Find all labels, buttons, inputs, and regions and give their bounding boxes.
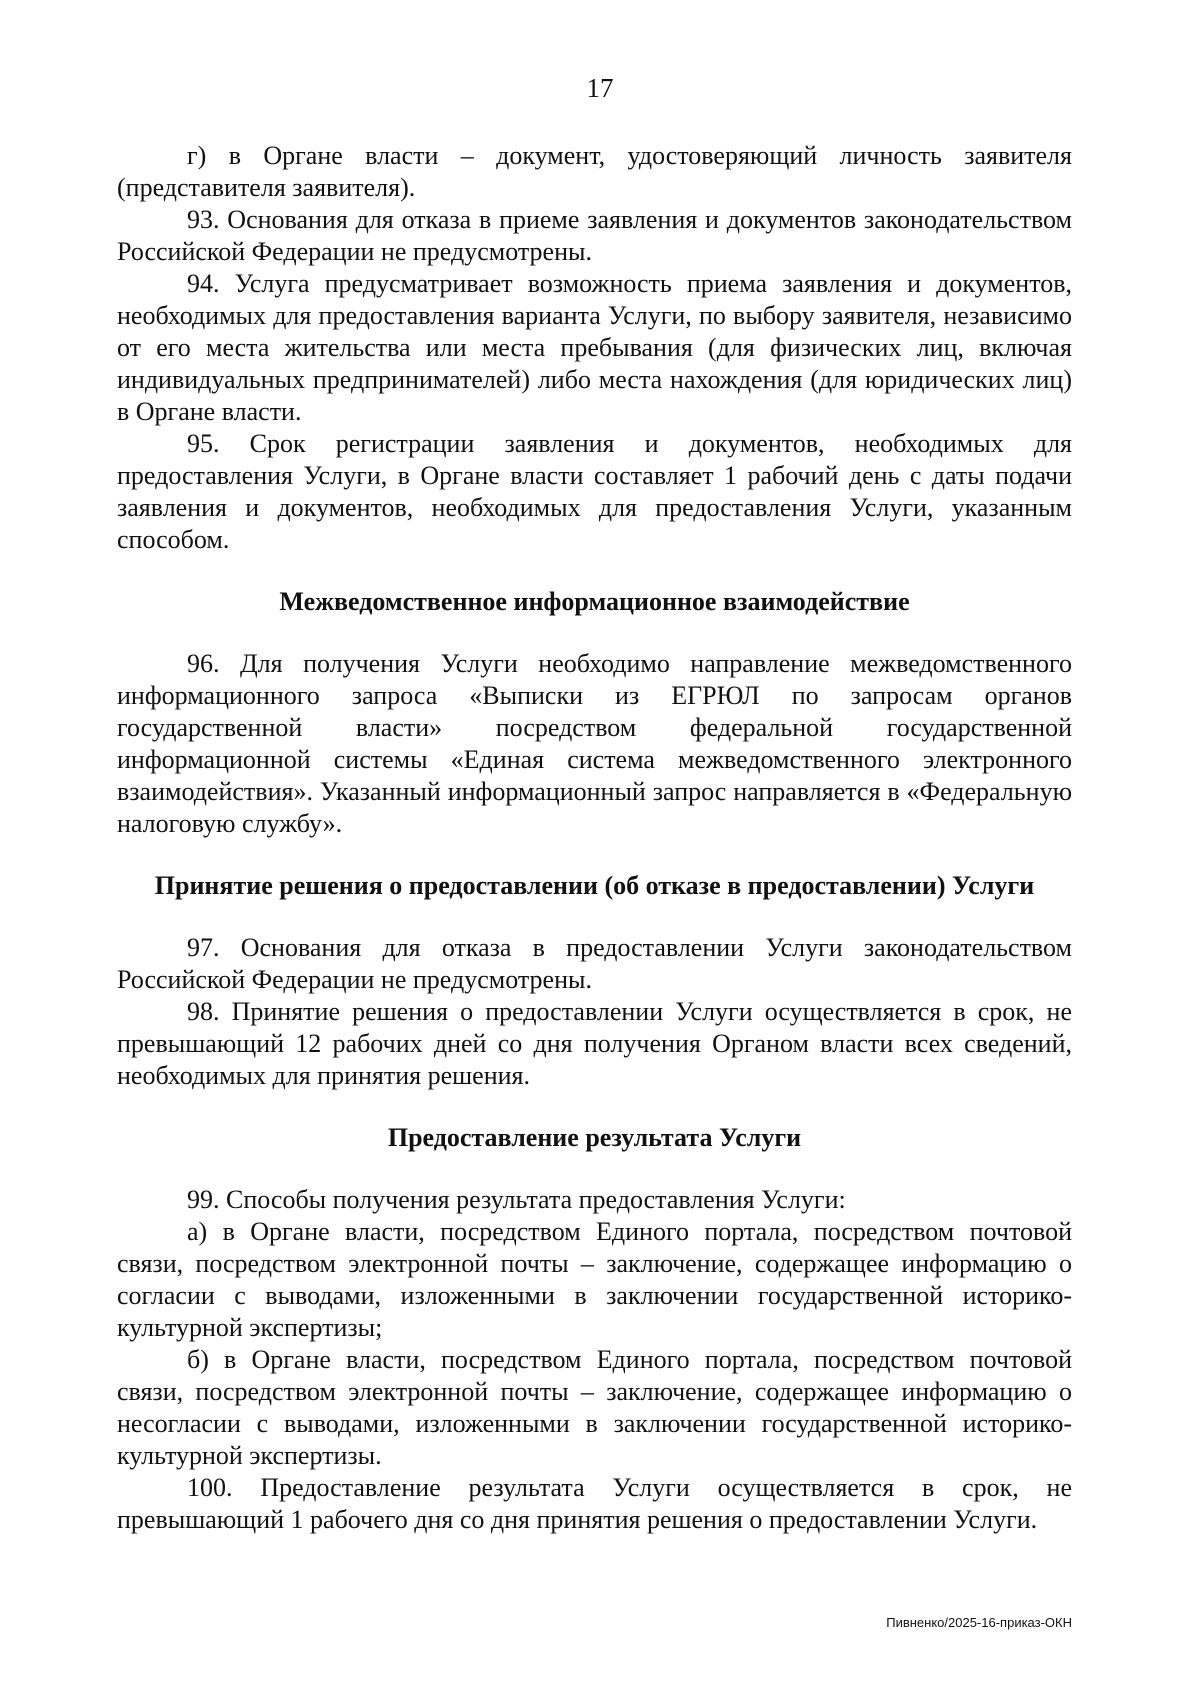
spacer [117, 618, 1072, 648]
spacer [117, 1154, 1072, 1184]
paragraph-99-b: б) в Органе власти, посредством Единого портала, посредством почтовой связи, посредством электронной почты – заключение, содержащее информацию о несогласии с выводами, изложенными в заключении государственной историко-культурной экспертизы. [117, 1345, 1072, 1470]
paragraph-95: 95. Срок регистрации заявления и документов, необходимых для предоставления Услуги, в Органе власти составляет 1 рабочий день с даты подачи заявления и документов, необходимых для предоставления Услуги, указанным способом. [117, 429, 1072, 554]
paragraph-99: 99. Способы получения результата предоставления Услуги: [187, 1185, 846, 1214]
spacer [117, 556, 1072, 586]
paragraph-93: 93. Основания для отказа в приеме заявления и документов законодательством Российской Федерации не предусмотрены. [117, 205, 1072, 266]
document-footer-code: Пивненко/2025-16-приказ-ОКН [886, 1615, 1072, 1630]
spacer [117, 840, 1072, 870]
page-number: 17 [586, 73, 614, 103]
spacer [117, 1092, 1072, 1122]
paragraph-98: 98. Принятие решения о предоставлении Услуги осуществляется в срок, не превышающий 12 рабочих дней со дня получения Органом власти всех сведений, необходимых для принятия решения. [117, 997, 1072, 1090]
paragraph-94: 94. Услуга предусматривает возможность приема заявления и документов, необходимых для предоставления варианта Услуги, по выбору заявителя, независимо от его места жительства или места пребывания (для физических лиц, включая индивидуальных предпринимателей) либо места нахождения (для юридических лиц) в Органе власти. [117, 269, 1072, 426]
section-heading-result: Предоставление результата Услуги [387, 1123, 802, 1152]
paragraph-97: 97. Основания для отказа в предоставлении Услуги законодательством Российской Федерации не предусмотрены. [117, 933, 1072, 994]
section-heading-decision: Принятие решения о предоставлении (об отказе в предоставлении) Услуги [154, 871, 1035, 900]
paragraph-100: 100. Предоставление результата Услуги осуществляется в срок, не превышающий 1 рабочего дня со дня принятия решения о предоставлении Услуги. [117, 1473, 1072, 1534]
spacer [117, 902, 1072, 932]
document-body [117, 140, 1072, 1536]
paragraph-item-g: г) в Органе власти – документ, удостоверяющий личность заявителя (представителя заявителя). [117, 141, 1072, 202]
paragraph-99-a: а) в Органе власти, посредством Единого портала, посредством почтовой связи, посредством электронной почты – заключение, содержащее информацию о согласии с выводами, изложенными в заключении государственной историко-культурной экспертизы; [117, 1217, 1072, 1342]
section-heading-interagency: Межведомственное информационное взаимодействие [279, 587, 910, 616]
paragraph-96: 96. Для получения Услуги необходимо направление межведомственного информационного запроса «Выписки из ЕГРЮЛ по запросам органов государственной власти» посредством федеральной государственной информационной системы «Единая система межведомственного электронного взаимодействия». Указанный информационный запрос направляется в «Федеральную налоговую службу». [117, 649, 1072, 838]
